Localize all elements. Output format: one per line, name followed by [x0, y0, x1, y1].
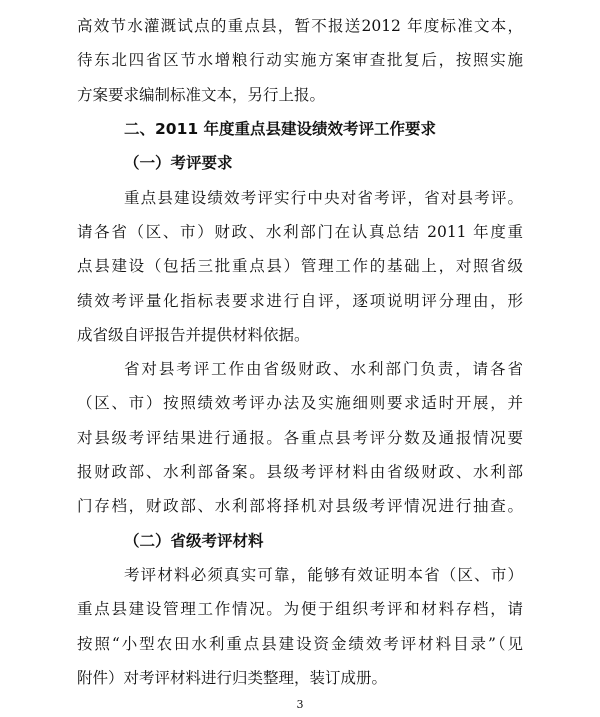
body-text-line: 方案要求编制标准文本，另行上报。: [77, 86, 326, 104]
body-text-line: 报财政部、水利部备案。县级考评材料由省级财政、水利部: [77, 463, 523, 481]
body-text-line: 按照“小型农田水利重点县建设资金绩效考评材料目录”（见: [77, 635, 523, 653]
body-text-line: 点县建设（包括三批重点县）管理工作的基础上，对照省级: [77, 257, 523, 275]
section-heading: 二、2011 年度重点县建设绩效考评工作要求: [124, 120, 437, 138]
body-text-line: 请各省（区、市）财政、水利部门在认真总结 2011 年度重: [77, 223, 523, 241]
subsection-heading: （一）考评要求: [124, 154, 233, 172]
body-text-line: 待东北四省区节水增粮行动实施方案审查批复后，按照实施: [77, 51, 523, 69]
body-text-line: 成省级自评报告并提供材料依据。: [77, 326, 310, 344]
body-text-line: （区、市）按照绩效考评办法及实施细则要求适时开展，并: [77, 394, 523, 412]
body-text-line: 考评材料必须真实可靠，能够有效证明本省（区、市）: [124, 566, 523, 584]
body-text-line: 省对县考评工作由省级财政、水利部门负责，请各省: [124, 360, 523, 378]
body-text-line: 对县级考评结果进行通报。各重点县考评分数及通报情况要: [77, 429, 523, 447]
page-number: 3: [296, 698, 304, 711]
subsection-heading: （二）省级考评材料: [124, 532, 264, 550]
body-text-line: 门存档，财政部、水利部将择机对县级考评情况进行抽查。: [77, 497, 523, 515]
body-text-line: 附件）对考评材料进行归类整理，装订成册。: [77, 669, 388, 687]
body-text-line: 绩效考评量化指标表要求进行自评，逐项说明评分理由，形: [77, 292, 523, 310]
body-text-line: 重点县建设绩效考评实行中央对省考评，省对县考评。: [124, 189, 523, 207]
body-text-line: 高效节水灌溉试点的重点县，暂不报送2012 年度标准文本，: [77, 17, 523, 35]
body-text-line: 重点县建设管理工作情况。为便于组织考评和材料存档，请: [77, 600, 523, 618]
